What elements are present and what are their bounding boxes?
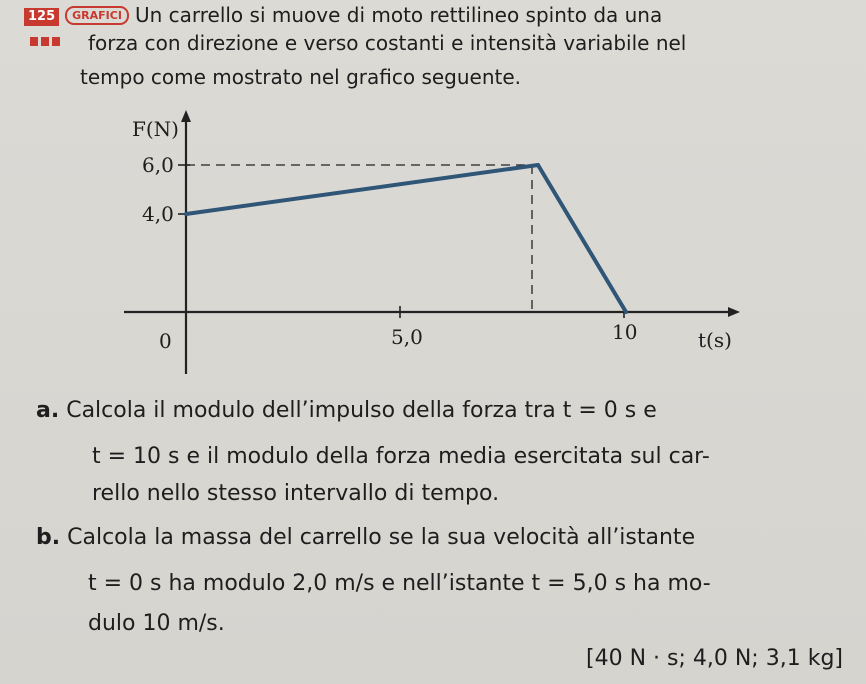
- question-a-line-3: rello nello stesso intervallo di tempo.: [92, 481, 500, 506]
- intro-line-2: forza con direzione e verso costanti e intensità variabile nel: [88, 31, 687, 55]
- exercise-number: 125: [24, 8, 59, 26]
- force-series-line: [186, 165, 626, 312]
- question-a-line-2: t = 10 s e il modulo della forza media esercitata sul car-: [92, 444, 710, 469]
- y-axis-arrow-icon: [181, 110, 191, 122]
- x-tick-label-10: 10: [612, 320, 638, 344]
- question-b-label: b.: [36, 525, 61, 550]
- y-tick-label-4: 4,0: [142, 202, 174, 226]
- intro-line-3: tempo come mostrato nel grafico seguente.: [80, 65, 522, 89]
- x-tick-label-0: 0: [159, 329, 172, 353]
- question-b-line-3: dulo 10 m/s.: [88, 611, 225, 636]
- x-axis-arrow-icon: [728, 307, 740, 317]
- exercise-tag: GRAFICI: [65, 6, 129, 25]
- question-a-label: a.: [36, 398, 60, 423]
- y-tick-label-6: 6,0: [142, 153, 174, 177]
- data-point-1: [536, 163, 540, 167]
- question-b-line-2: t = 0 s ha modulo 2,0 m/s e nell’istante t = 5,0 s ha mo-: [88, 571, 711, 596]
- question-b-line-1: b. Calcola la massa del carrello se la sua velocità all’istante: [36, 525, 696, 550]
- data-point-0: [184, 212, 188, 216]
- x-tick-label-5: 5,0: [391, 325, 423, 349]
- data-point-2: [624, 310, 628, 314]
- intro-line-1: Un carrello si muove di moto rettilineo spinto da una: [134, 3, 663, 27]
- answers: [40 N · s; 4,0 N; 3,1 kg]: [586, 646, 843, 671]
- y-axis-label: F(N): [132, 117, 179, 141]
- question-a-line-1: a. Calcola il modulo dell’impulso della forza tra t = 0 s e: [36, 398, 657, 423]
- x-axis-label: t(s): [698, 328, 732, 352]
